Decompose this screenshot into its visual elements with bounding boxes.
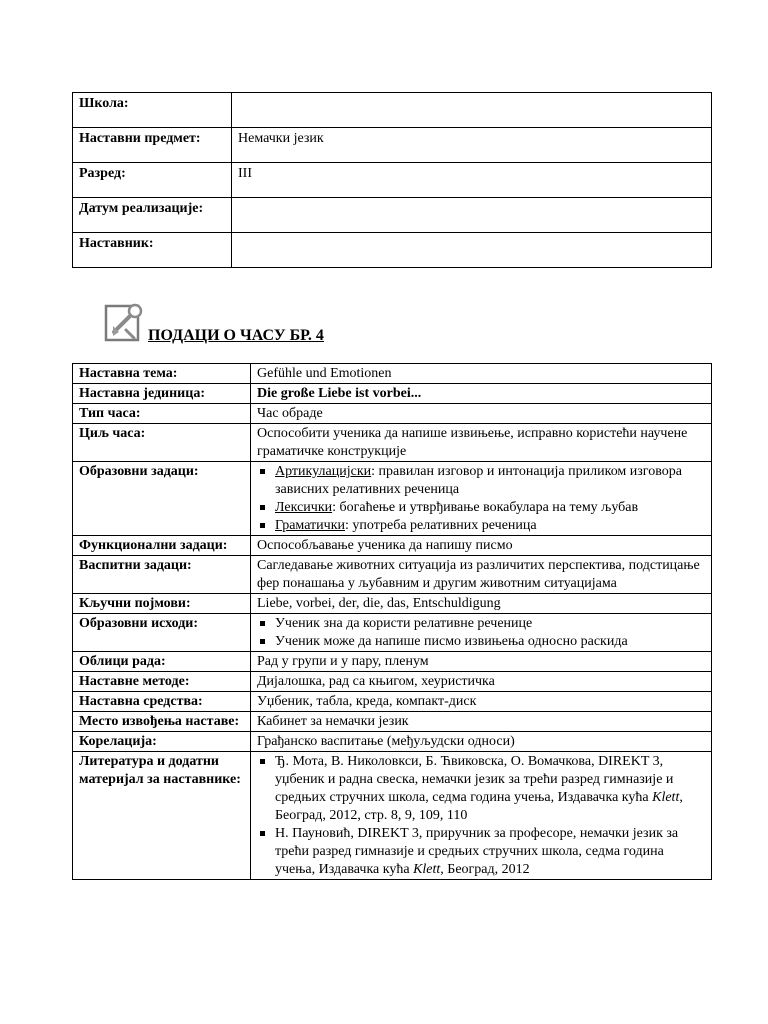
list-item <box>275 517 705 535</box>
list-item <box>275 753 705 825</box>
theme-label: Наставна тема: <box>73 364 251 384</box>
literature-text: , Београд, 2012, стр. 8, 9, 109, 110 <box>275 790 683 823</box>
forms-value: Рад у групи и у пару, пленум <box>251 652 712 672</box>
func-tasks-label: Функционални задаци: <box>73 536 251 556</box>
literature-text: Ђ. Мота, В. Николовкси, Б. Ћвиковска, О. Вомачкова, DIREKT 3, уџбеник и радна свеска, немачки језик за трећи разред гимназије и средњих стручних школа, седма година учења, Издавачка кућа <box>275 754 674 805</box>
table-row <box>73 672 712 692</box>
tools-icon <box>104 302 148 346</box>
table-row <box>73 424 712 462</box>
teacher-label: Наставник: <box>73 233 232 268</box>
literature-list <box>257 753 705 879</box>
publisher-name: Klett <box>652 790 680 805</box>
upbringing-label: Васпитни задаци: <box>73 556 251 594</box>
list-item: Ученик може да напише писмо извињења односно раскида <box>275 633 705 651</box>
edu-tasks-value <box>251 462 712 536</box>
teacher-value <box>232 233 712 268</box>
lesson-heading <box>104 302 324 346</box>
goal-label: Циљ часа: <box>73 424 251 462</box>
date-value <box>232 198 712 233</box>
table-row <box>73 198 712 233</box>
grade-label: Разред: <box>73 163 232 198</box>
table-row <box>73 732 712 752</box>
goal-value: Оспособити ученика да напише извињење, исправно користећи научене граматичке конструкције <box>251 424 712 462</box>
literature-text: Н. Пауновић, DIREKT 3, приручник за професоре, немачки језик за трећи разред гимназије и средњих стручних школа, седма година учења, Издавачка кућа <box>275 826 679 877</box>
table-row <box>73 404 712 424</box>
table-row <box>73 462 712 536</box>
upbringing-value: Сагледавање животних ситуација из различитих перспектива, подстицање фер понашања у љубавним и другим животним ситуацијама <box>251 556 712 594</box>
edu-tasks-list <box>257 463 705 535</box>
literature-value <box>251 752 712 880</box>
list-item <box>275 463 705 499</box>
correlation-label: Корелација: <box>73 732 251 752</box>
publisher-name: Klett <box>413 862 441 877</box>
table-row <box>73 556 712 594</box>
list-item <box>275 499 705 517</box>
table-row <box>73 536 712 556</box>
table-row <box>73 128 712 163</box>
date-label: Датум реализације: <box>73 198 232 233</box>
table-row <box>73 652 712 672</box>
table-row <box>73 163 712 198</box>
table-row <box>73 594 712 614</box>
task-key: Лексички <box>275 500 333 515</box>
task-text: : употреба релативних реченица <box>345 518 537 533</box>
table-row <box>73 752 712 880</box>
school-info-table <box>72 92 712 268</box>
task-key: Граматички <box>275 518 345 533</box>
keywords-value: Liebe, vorbei, der, die, das, Entschuldigung <box>251 594 712 614</box>
outcomes-value <box>251 614 712 652</box>
methods-value: Дијалошка, рад са књигом, хеуристичка <box>251 672 712 692</box>
subject-value: Немачки језик <box>232 128 712 163</box>
type-label: Тип часа: <box>73 404 251 424</box>
forms-label: Облици рада: <box>73 652 251 672</box>
theme-value: Gefühle und Emotionen <box>251 364 712 384</box>
list-item: Ученик зна да користи релативне реченице <box>275 615 705 633</box>
place-value: Кабинет за немачки језик <box>251 712 712 732</box>
lesson-data-table <box>72 363 712 880</box>
edu-tasks-label: Образовни задаци: <box>73 462 251 536</box>
table-row <box>73 364 712 384</box>
literature-label: Литература и додатни материјал за наставнике: <box>73 752 251 880</box>
func-tasks-value: Оспособљавање ученика да напишу писмо <box>251 536 712 556</box>
means-label: Наставна средства: <box>73 692 251 712</box>
literature-text: , Београд, 2012 <box>440 862 530 877</box>
task-text: : правилан изговор и интонација приликом изговора зависних релативних реченица <box>275 464 682 497</box>
task-text: : богаћење и утврђивање вокабулара на тему љубав <box>332 500 639 515</box>
outcomes-label: Образовни исходи: <box>73 614 251 652</box>
table-row <box>73 233 712 268</box>
methods-label: Наставне методе: <box>73 672 251 692</box>
table-row <box>73 692 712 712</box>
table-row <box>73 712 712 732</box>
task-key: Артикулацијски <box>275 464 372 479</box>
lesson-title: ПОДАЦИ О ЧАСУ БР. 4 <box>148 327 324 344</box>
table-row <box>73 384 712 404</box>
keywords-label: Кључни појмови: <box>73 594 251 614</box>
subject-label: Наставни предмет: <box>73 128 232 163</box>
means-value: Уџбеник, табла, креда, компакт-диск <box>251 692 712 712</box>
unit-value: Die große Liebe ist vorbei... <box>251 384 712 404</box>
correlation-value: Грађанско васпитање (међуљудски односи) <box>251 732 712 752</box>
unit-label: Наставна јединица: <box>73 384 251 404</box>
grade-value: III <box>232 163 712 198</box>
list-item <box>275 825 705 879</box>
school-label: Школа: <box>73 93 232 128</box>
outcomes-list <box>257 615 705 651</box>
type-value: Час обраде <box>251 404 712 424</box>
school-value <box>232 93 712 128</box>
table-row <box>73 614 712 652</box>
place-label: Место извођења наставе: <box>73 712 251 732</box>
table-row <box>73 93 712 128</box>
